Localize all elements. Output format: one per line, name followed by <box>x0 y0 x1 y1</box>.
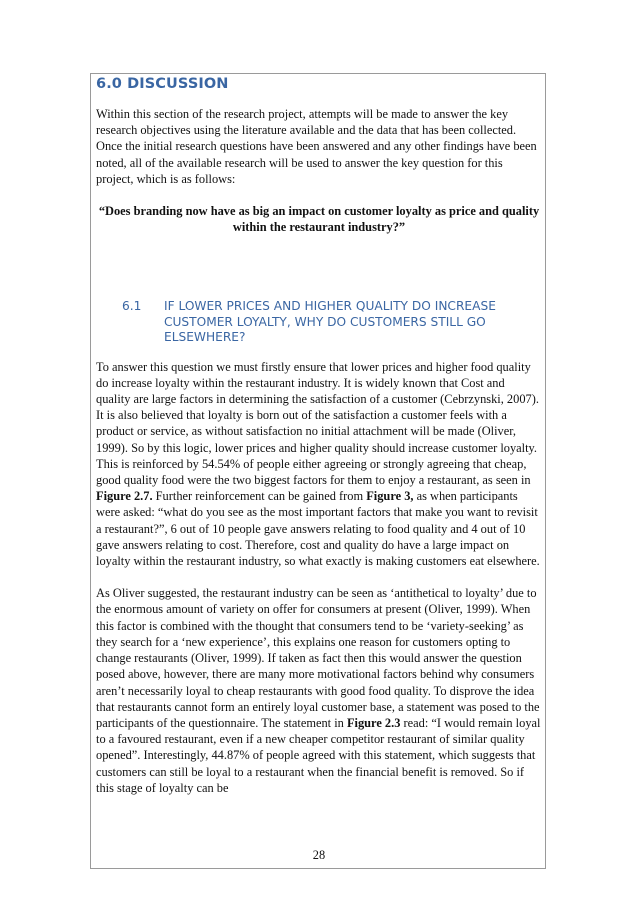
page-number: 28 <box>312 848 326 862</box>
subsection-heading <box>96 299 542 345</box>
para1-text-c: as when participants were asked: “what do you see as the most important factors that make you want to revisit a restaurant?”, 6 out of 10 people gave answers relating to food quality and 4 out of 10 gave answers relating to cost. Therefore, cost and quality do have a large impact on loyalty within the restaurant industry, so what exactly is making customers eat elsewhere. <box>96 489 540 569</box>
para1-text-a: To answer this question we must firstly ensure that lower prices and higher food quality do increase loyalty within the restaurant industry. It is widely known that Cost and quality are large factors in determining the satisfaction of a customer (Cebrzynski, 2007). It is also believed that loyalty is born out of the satisfaction a customer feels with a product or service, as without satisfaction no initial attachment will be made (Oliver, 1999). So by this logic, lower prices and higher quality should increase customer loyalty. This is reinforced by 54.54% of people either agreeing or strongly agreeing that cheap, good quality food were the two biggest factors for them to enjoy a restaurant, as seen in <box>96 359 539 488</box>
para2-text-a: As Oliver suggested, the restaurant industry can be seen as ‘antithetical to loyalty’ due to the enormous amount of variety on offer for consumers at present (Oliver, 1999). When this factor is combined with the thought that consumers tend to be ‘variety-seeking’ as they search for a ‘new experience’, this explains one reason for customers opting to change restaurants (Oliver, 1999). If taken as fact then this would answer the question posed above, however, there are many more motivational factors behind why consumers aren’t necessarily loyal to cheap restaurants with good food quality. To disprove the idea that restaurants cannot form an entirely loyal customer base, a statement was posed to the participants of the questionnaire. The statement in <box>96 586 540 730</box>
document-body <box>96 76 542 812</box>
section-heading: 6.0 DISCUSSION <box>96 76 229 92</box>
subsection-title: IF LOWER PRICES AND HIGHER QUALITY DO INCREASE CUSTOMER LOYALTY, WHY DO CUSTOMERS STILL GO ELSEWHERE? <box>164 299 496 345</box>
figure-ref-2-3: Figure 2.3 <box>346 715 401 730</box>
body-paragraph-1 <box>96 359 542 570</box>
figure-ref-2-7: Figure 2.7. <box>96 489 153 504</box>
figure-ref-3: Figure 3, <box>366 489 414 504</box>
body-paragraph-2 <box>96 585 542 796</box>
para1-text-b: Further reinforcement can be gained from <box>152 489 367 504</box>
subsection-number: 6.1 <box>122 299 142 314</box>
intro-paragraph: Within this section of the research project, attempts will be made to answer the key research objectives using the literature available and the data that has been collected. Once the initial research questions have been answered and any other findings have been noted, all of the available research will be used to answer the key question for this project, which is as follows: <box>96 107 537 186</box>
para2-text-b: read: “I would remain loyal to a favoured restaurant, even if a new cheaper competitor restaurant of similar quality opened”. Interestingly, 44.87% of people agreed with this statement, which suggests that customers can still be loyal to a restaurant when the financial benefit is removed. So if this stage of loyalty can be <box>96 715 541 795</box>
key-question: “Does branding now have as big an impact on customer loyalty as price and quality within the restaurant industry?” <box>98 204 540 235</box>
